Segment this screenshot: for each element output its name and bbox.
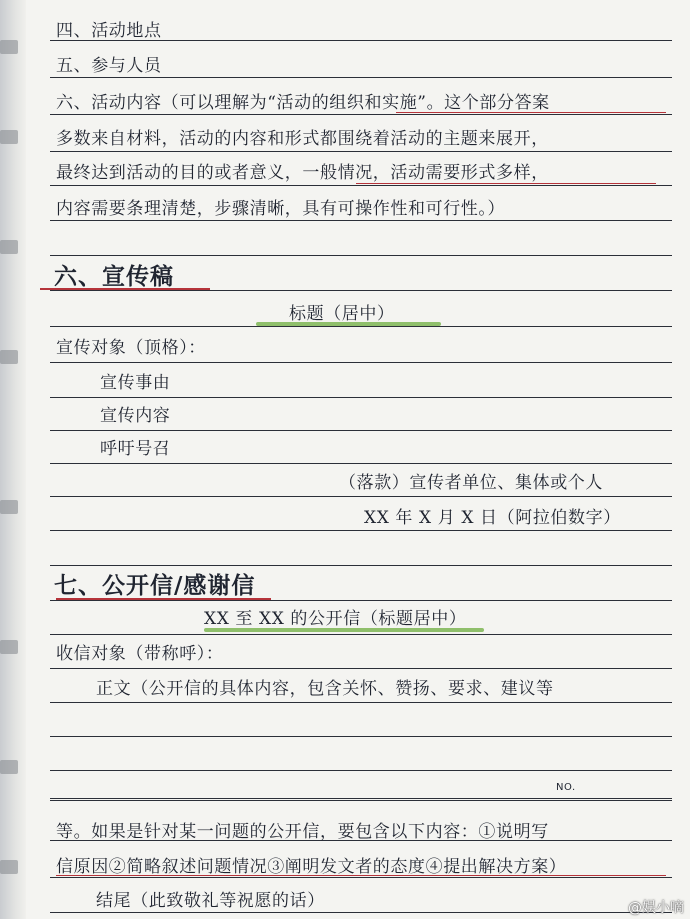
binder-edge: [0, 0, 26, 919]
open-letter-salutation: 收信对象（带称呼）：: [56, 644, 224, 664]
page-number-label: NO.: [556, 782, 576, 793]
notebook-page: [26, 0, 690, 919]
section-heading-open-letter: 七、公开信/感谢信: [54, 573, 256, 599]
publicity-salutation: 宣传对象（顶格）：: [56, 338, 206, 358]
open-letter-body: 正文（公开信的具体内容，包含关怀、赞扬、要求、建议等: [96, 679, 554, 699]
item-activity-content-line-2: 多数来自材料，活动的内容和形式都围绕着活动的主题来展开，: [56, 129, 549, 149]
watermark: @娱小嘀: [628, 900, 684, 916]
open-letter-closing: 结尾（此致敬礼等祝愿的话）: [96, 891, 325, 911]
item-activity-content-line-1: 六、活动内容（可以理解为“活动的组织和实施”。这个部分答案: [56, 93, 550, 113]
item-activity-content-line-4: 内容需要条理清楚，步骤清晰，具有可操作性和可行性。）: [56, 199, 506, 219]
open-letter-continued-line-1: 等。如果是针对某一问题的公开信，要包含以下内容：①说明写: [56, 822, 549, 842]
publicity-title: 标题（居中）: [289, 304, 395, 324]
item-activity-location: 四、活动地点: [56, 21, 162, 41]
open-letter-title: XX 至 XX 的公开信（标题居中）: [204, 609, 467, 629]
publicity-signature: （落款）宣传者单位、集体或个人: [339, 473, 603, 493]
publicity-date: XX 年 X 月 X 日（阿拉伯数字）: [364, 508, 621, 528]
item-participants: 五、参与人员: [56, 56, 162, 76]
item-activity-content-line-3: 最终达到活动的目的或者意义，一般情况，活动需要形式多样，: [56, 163, 549, 183]
section-heading-publicity: 六、宣传稿: [54, 264, 174, 290]
publicity-item-content: 宣传内容: [100, 406, 171, 426]
publicity-item-appeal: 呼吁号召: [100, 439, 171, 459]
open-letter-continued-line-2: 信原因②简略叙述问题情况③阐明发文者的态度④提出解决方案）: [56, 857, 567, 877]
publicity-item-reason: 宣传事由: [100, 373, 171, 393]
